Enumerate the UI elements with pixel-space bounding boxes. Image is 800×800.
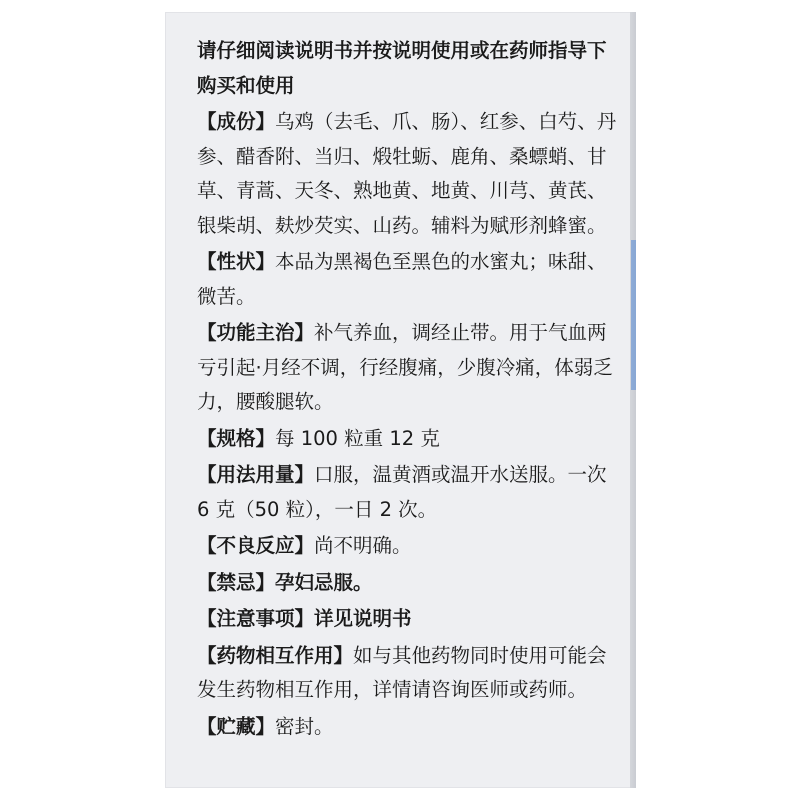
dosage-heading: 【用法用量】 bbox=[197, 463, 315, 486]
specification-heading: 【规格】 bbox=[197, 426, 276, 450]
interactions-heading: 【药物相互作用】 bbox=[197, 643, 354, 667]
adverse-heading: 【不良反应】 bbox=[197, 534, 315, 557]
section-dosage bbox=[197, 458, 622, 527]
section-contraindications bbox=[197, 566, 622, 601]
section-specification bbox=[197, 422, 622, 457]
adverse-text: 尚不明确。 bbox=[314, 534, 412, 557]
indications-heading: 【功能主治】 bbox=[197, 321, 315, 344]
label-text-block bbox=[197, 34, 622, 746]
section-appearance bbox=[197, 245, 622, 314]
appearance-heading: 【性状】 bbox=[197, 250, 276, 273]
storage-text: 密封。 bbox=[275, 714, 334, 738]
specification-text: 每 100 粒重 12 克 bbox=[275, 426, 440, 450]
section-storage bbox=[197, 710, 622, 745]
contraindications-heading: 【禁忌】 bbox=[197, 570, 276, 594]
appearance-text: 本品为黑褐色至黑色的水蜜丸；味甜、微苦。 bbox=[197, 250, 607, 308]
contraindications-text: 孕妇忌服。 bbox=[275, 570, 373, 594]
usage-warning: 请仔细阅读说明书并按说明使用或在药师指导下购买和使用 bbox=[197, 39, 607, 97]
ingredients-heading: 【成份】 bbox=[197, 110, 276, 133]
section-adverse bbox=[197, 529, 622, 564]
package-side-edge bbox=[630, 12, 636, 788]
storage-heading: 【贮藏】 bbox=[197, 714, 276, 738]
precautions-heading: 【注意事项】 bbox=[197, 607, 315, 630]
precautions-text: 详见说明书 bbox=[314, 607, 412, 630]
section-ingredients bbox=[197, 105, 622, 243]
section-indications bbox=[197, 316, 622, 420]
dosage-text: 口服，温黄酒或温开水送服。一次 6 克（50 粒），一日 2 次。 bbox=[197, 463, 607, 521]
ingredients-text: 乌鸡（去毛、爪、肠）、红参、白芍、丹参、醋香附、当归、煅牡蛎、鹿角、桑螵蛸、甘草、青蒿、天冬、熟地黄、地黄、川芎、黄芪、银柴胡、麸炒芡实、山药。辅料为赋形剂蜂蜜。 bbox=[197, 110, 617, 237]
section-precautions bbox=[197, 602, 622, 637]
package-side-stripe bbox=[631, 240, 636, 390]
indications-text: 补气养血，调经止带。用于气血两亏引起·月经不调，行经腹痛，少腹冷痛，体弱乏力，腰酸腿软。 bbox=[197, 321, 613, 413]
interactions-text: 如与其他药物同时使用可能会发生药物相互作用，详情请咨询医师或药师。 bbox=[197, 643, 607, 701]
section-interactions bbox=[197, 639, 622, 708]
